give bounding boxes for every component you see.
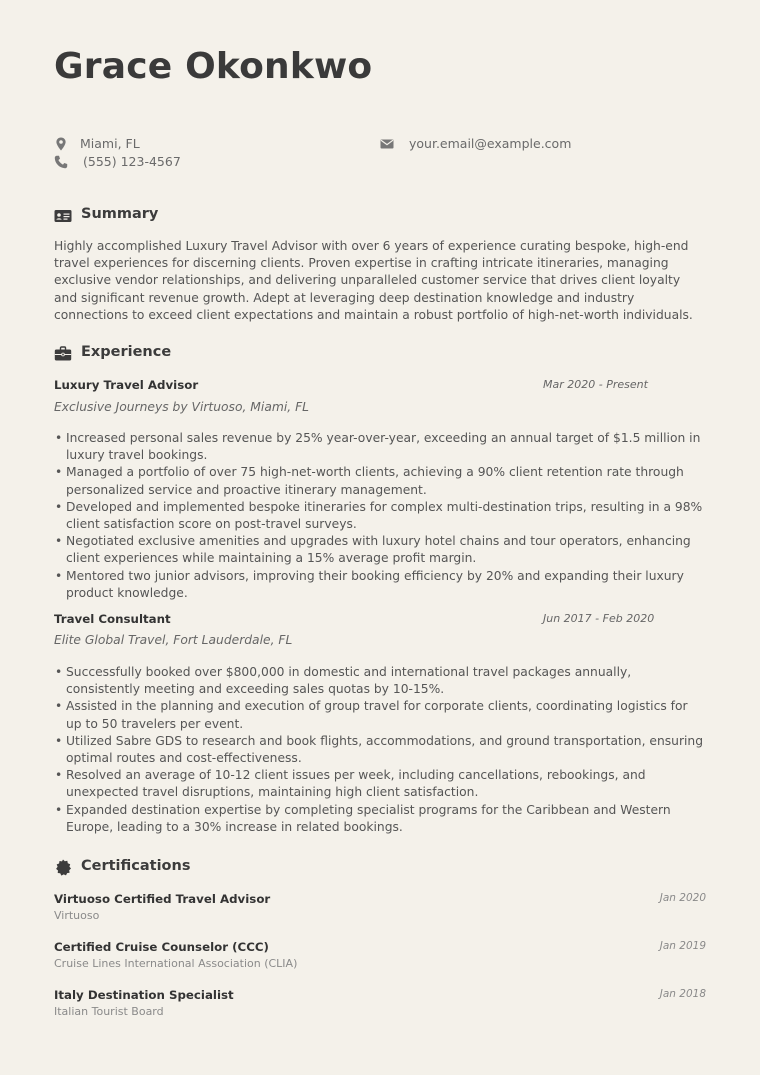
job-bullet: • Negotiated exclusive amenities and upgrades with luxury hotel chains and tour operators, enhancing client experiences while maintaining a 15% average profit margin. [54,533,706,567]
summary-title: Summary [81,206,159,222]
job-bullets [54,430,706,602]
job-title: Travel Consultant [54,612,171,626]
envelope-icon [380,137,394,151]
phone-text: (555) 123-4567 [83,154,181,169]
experience-title: Experience [81,344,172,360]
cert-date: Jan 2018 [659,988,706,1000]
job-title: Luxury Travel Advisor [54,378,199,392]
job-bullet: • Expanded destination expertise by completing specialist programs for the Caribbean and Western Europe, leading to a 30% increase in related bookings. [54,802,706,836]
cert-issuer: Italian Tourist Board [54,1005,164,1018]
phone-icon [54,155,68,169]
job-dates: Jun 2017 - Feb 2020 [543,612,655,625]
job-bullet: • Assisted in the planning and execution of group travel for corporate clients, coordinating logistics for up to 50 travelers per event. [54,698,706,732]
job-dates: Mar 2020 - Present [543,378,648,391]
job-bullet: • Resolved an average of 10-12 client issues per week, including cancellations, rebookings, and unexpected travel disruptions, maintaining high client satisfaction. [54,767,706,801]
location-text: Miami, FL [80,136,140,151]
job-bullet: • Developed and implemented bespoke itineraries for complex multi-destination trips, resulting in a 98% client satisfaction score on post-travel surveys. [54,499,706,533]
job-bullet: • Increased personal sales revenue by 25% year-over-year, exceeding an annual target of $1.5 million in luxury travel bookings. [54,430,706,464]
cert-issuer: Virtuoso [54,909,100,922]
email-link[interactable]: your.email@example.com [409,136,572,151]
job-company: Elite Global Travel, Fort Lauderdale, FL [54,633,293,647]
job-bullet: • Utilized Sabre GDS to research and book flights, accommodations, and ground transportation, ensuring optimal routes and cost-effectiveness. [54,733,706,767]
cert-name: Virtuoso Certified Travel Advisor [54,892,271,906]
candidate-name: Grace Okonkwo [54,46,373,87]
map-pin-icon [54,137,68,151]
cert-issuer: Cruise Lines International Association (CLIA) [54,957,298,970]
job-bullet: • Mentored two junior advisors, improving their booking efficiency by 20% and expanding their luxury product knowledge. [54,568,706,602]
id-card-icon [54,207,72,225]
cert-name: Certified Cruise Counselor (CCC) [54,940,269,954]
cert-date: Jan 2019 [659,940,706,952]
job-bullets [54,664,706,836]
briefcase-icon [54,345,72,363]
summary-text: Highly accomplished Luxury Travel Advisor with over 6 years of experience curating bespoke, high-end travel experiences for discerning clients. Proven expertise in crafting intricate itineraries, managing exclusive vendor relationships, and delivering unparalleled customer service that drives client loyalty and significant revenue growth. Adept at leveraging deep destination knowledge and industry connections to exceed client expectations and maintain a robust portfolio of high-net-worth individuals. [54,239,693,322]
cert-date: Jan 2020 [659,892,706,904]
badge-icon [54,859,72,877]
job-bullet: • Managed a portfolio of over 75 high-net-worth clients, achieving a 90% client retention rate through personalized service and proactive itinerary management. [54,464,706,498]
job-bullet: • Successfully booked over $800,000 in domestic and international travel packages annually, consistently meeting and exceeding sales quotas by 10-15%. [54,664,706,698]
certifications-title: Certifications [81,858,191,874]
cert-name: Italy Destination Specialist [54,988,234,1002]
job-company: Exclusive Journeys by Virtuoso, Miami, FL [54,400,310,414]
